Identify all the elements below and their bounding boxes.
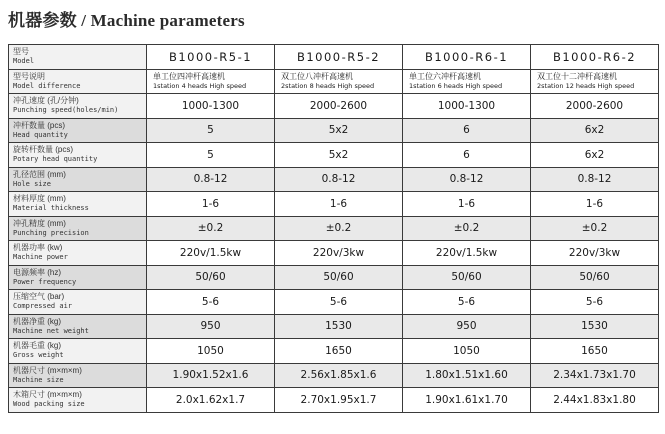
- label-cn: 机器功率 (kw): [13, 243, 63, 253]
- value-cell: 1530: [275, 314, 403, 339]
- value-cell: 950: [147, 314, 275, 339]
- page-title: 机器参数 / Machine parameters: [8, 11, 245, 30]
- value-cell: 50/60: [531, 265, 659, 290]
- value-cell: 5: [147, 118, 275, 143]
- table-row: [9, 388, 659, 413]
- table-row: [9, 265, 659, 290]
- value-cell: 1-6: [275, 192, 403, 217]
- label-en: Machine size: [13, 375, 64, 384]
- value-cell: 0.8-12: [403, 167, 531, 192]
- label-en: Potary head quantity: [13, 155, 98, 164]
- row-label: [9, 45, 147, 70]
- table-row: [9, 363, 659, 388]
- value-cell: 1050: [147, 339, 275, 364]
- label-cn: 机器净重 (kg): [13, 316, 61, 326]
- row-label: [9, 339, 147, 364]
- row-label: [9, 363, 147, 388]
- label-en: Compressed air: [13, 302, 73, 311]
- difference-cn: 单工位四冲杆高速机: [153, 71, 225, 81]
- row-label: [9, 94, 147, 119]
- label-cn: 材料厚度 (mm): [13, 194, 66, 204]
- difference-cell: [531, 69, 659, 94]
- label-cn: 孔径范围 (mm): [13, 169, 66, 179]
- label-cn: 冲孔速度 (孔/分钟): [13, 96, 79, 106]
- value-cell: 5-6: [147, 290, 275, 315]
- label-cn: 机器毛重 (kg): [13, 341, 61, 351]
- table-row: [9, 314, 659, 339]
- difference-cell: [147, 69, 275, 94]
- label-en: Material thickness: [13, 204, 89, 213]
- row-label: [9, 241, 147, 266]
- label-en: Machine net weight: [13, 326, 89, 335]
- table-row: [9, 290, 659, 315]
- label-en: Punching precision: [13, 228, 89, 237]
- table-row-model: [9, 45, 659, 70]
- value-cell: 220v/3kw: [275, 241, 403, 266]
- value-cell: 220v/1.5kw: [147, 241, 275, 266]
- value-cell: 6: [403, 143, 531, 168]
- value-cell: 6: [403, 118, 531, 143]
- value-cell: 2.44x1.83x1.80: [531, 388, 659, 413]
- label-en: Model difference: [13, 81, 81, 90]
- value-cell: 1.90x1.61x1.70: [403, 388, 531, 413]
- value-cell: 0.8-12: [275, 167, 403, 192]
- difference-cell: [275, 69, 403, 94]
- value-cell: 5-6: [275, 290, 403, 315]
- table-row: [9, 192, 659, 217]
- label-en: Power frequency: [13, 277, 77, 286]
- value-cell: 220v/1.5kw: [403, 241, 531, 266]
- value-cell: 1-6: [147, 192, 275, 217]
- value-cell: 950: [403, 314, 531, 339]
- row-label: [9, 314, 147, 339]
- label-en: Model: [13, 57, 35, 66]
- label-cn: 型号: [13, 47, 29, 57]
- table-row-model-difference: [9, 69, 659, 94]
- value-cell: 0.8-12: [147, 167, 275, 192]
- difference-cn: 双工位八冲杆高速机: [281, 71, 353, 81]
- row-label: [9, 192, 147, 217]
- value-cell: 1530: [531, 314, 659, 339]
- label-en: Wood packing size: [13, 400, 85, 409]
- row-label: [9, 69, 147, 94]
- value-cell: 1.90x1.52x1.6: [147, 363, 275, 388]
- value-cell: 2.34x1.73x1.70: [531, 363, 659, 388]
- value-cell: 5: [147, 143, 275, 168]
- value-cell: 2000-2600: [275, 94, 403, 119]
- label-cn: 木箱尺寸 (m×m×m): [13, 390, 82, 400]
- table-row: [9, 118, 659, 143]
- row-label: [9, 290, 147, 315]
- difference-cn: 双工位十二冲杆高速机: [537, 71, 617, 81]
- difference-en: 1station 6 heads High speed: [409, 81, 503, 90]
- machine-parameters-table: [8, 44, 659, 413]
- value-cell: 1650: [275, 339, 403, 364]
- label-cn: 旋转杆数量 (pcs): [13, 145, 73, 155]
- value-cell: 6x2: [531, 143, 659, 168]
- value-cell: 0.8-12: [531, 167, 659, 192]
- value-cell: 5x2: [275, 118, 403, 143]
- label-cn: 机器尺寸 (m×m×m): [13, 365, 82, 375]
- value-cell: 1000-1300: [147, 94, 275, 119]
- difference-en: 1station 4 heads High speed: [153, 81, 247, 90]
- value-cell: 6x2: [531, 118, 659, 143]
- value-cell: 220v/3kw: [531, 241, 659, 266]
- value-cell: ±0.2: [275, 216, 403, 241]
- value-cell: 2.0x1.62x1.7: [147, 388, 275, 413]
- table-row: [9, 167, 659, 192]
- label-cn: 冲孔精度 (mm): [13, 218, 66, 228]
- value-cell: ±0.2: [403, 216, 531, 241]
- label-cn: 电源频率 (hz): [13, 267, 61, 277]
- label-en: Punching speed(holes/min): [13, 106, 119, 115]
- value-cell: ±0.2: [531, 216, 659, 241]
- label-en: Head quantity: [13, 130, 68, 139]
- row-label: [9, 167, 147, 192]
- value-cell: 5-6: [531, 290, 659, 315]
- value-cell: 1-6: [531, 192, 659, 217]
- table-row: [9, 216, 659, 241]
- row-label: [9, 388, 147, 413]
- value-cell: 2.56x1.85x1.6: [275, 363, 403, 388]
- value-cell: 1-6: [403, 192, 531, 217]
- table-row: [9, 241, 659, 266]
- label-cn: 压缩空气 (bar): [13, 292, 65, 302]
- label-en: Gross weight: [13, 351, 64, 360]
- value-cell: 5x2: [275, 143, 403, 168]
- value-cell: 1.80x1.51x1.60: [403, 363, 531, 388]
- label-en: Machine power: [13, 253, 68, 262]
- label-cn: 型号说明: [13, 71, 45, 81]
- table-row: [9, 94, 659, 119]
- value-cell: 2.70x1.95x1.7: [275, 388, 403, 413]
- difference-en: 2station 8 heads High speed: [281, 81, 375, 90]
- difference-cell: [403, 69, 531, 94]
- value-cell: 50/60: [275, 265, 403, 290]
- table-row: [9, 339, 659, 364]
- label-cn: 冲杆数量 (pcs): [13, 120, 65, 130]
- value-cell: 5-6: [403, 290, 531, 315]
- model-cell: B1000-R5-2: [275, 45, 403, 70]
- row-label: [9, 118, 147, 143]
- row-label: [9, 143, 147, 168]
- difference-en: 2station 12 heads High speed: [537, 81, 635, 90]
- value-cell: 2000-2600: [531, 94, 659, 119]
- difference-cn: 单工位六冲杆高速机: [409, 71, 481, 81]
- label-en: Hole size: [13, 179, 51, 188]
- value-cell: 50/60: [147, 265, 275, 290]
- model-cell: B1000-R6-2: [531, 45, 659, 70]
- value-cell: 50/60: [403, 265, 531, 290]
- value-cell: ±0.2: [147, 216, 275, 241]
- model-cell: B1000-R6-1: [403, 45, 531, 70]
- model-cell: B1000-R5-1: [147, 45, 275, 70]
- value-cell: 1650: [531, 339, 659, 364]
- value-cell: 1000-1300: [403, 94, 531, 119]
- row-label: [9, 216, 147, 241]
- table-row: [9, 143, 659, 168]
- value-cell: 1050: [403, 339, 531, 364]
- row-label: [9, 265, 147, 290]
